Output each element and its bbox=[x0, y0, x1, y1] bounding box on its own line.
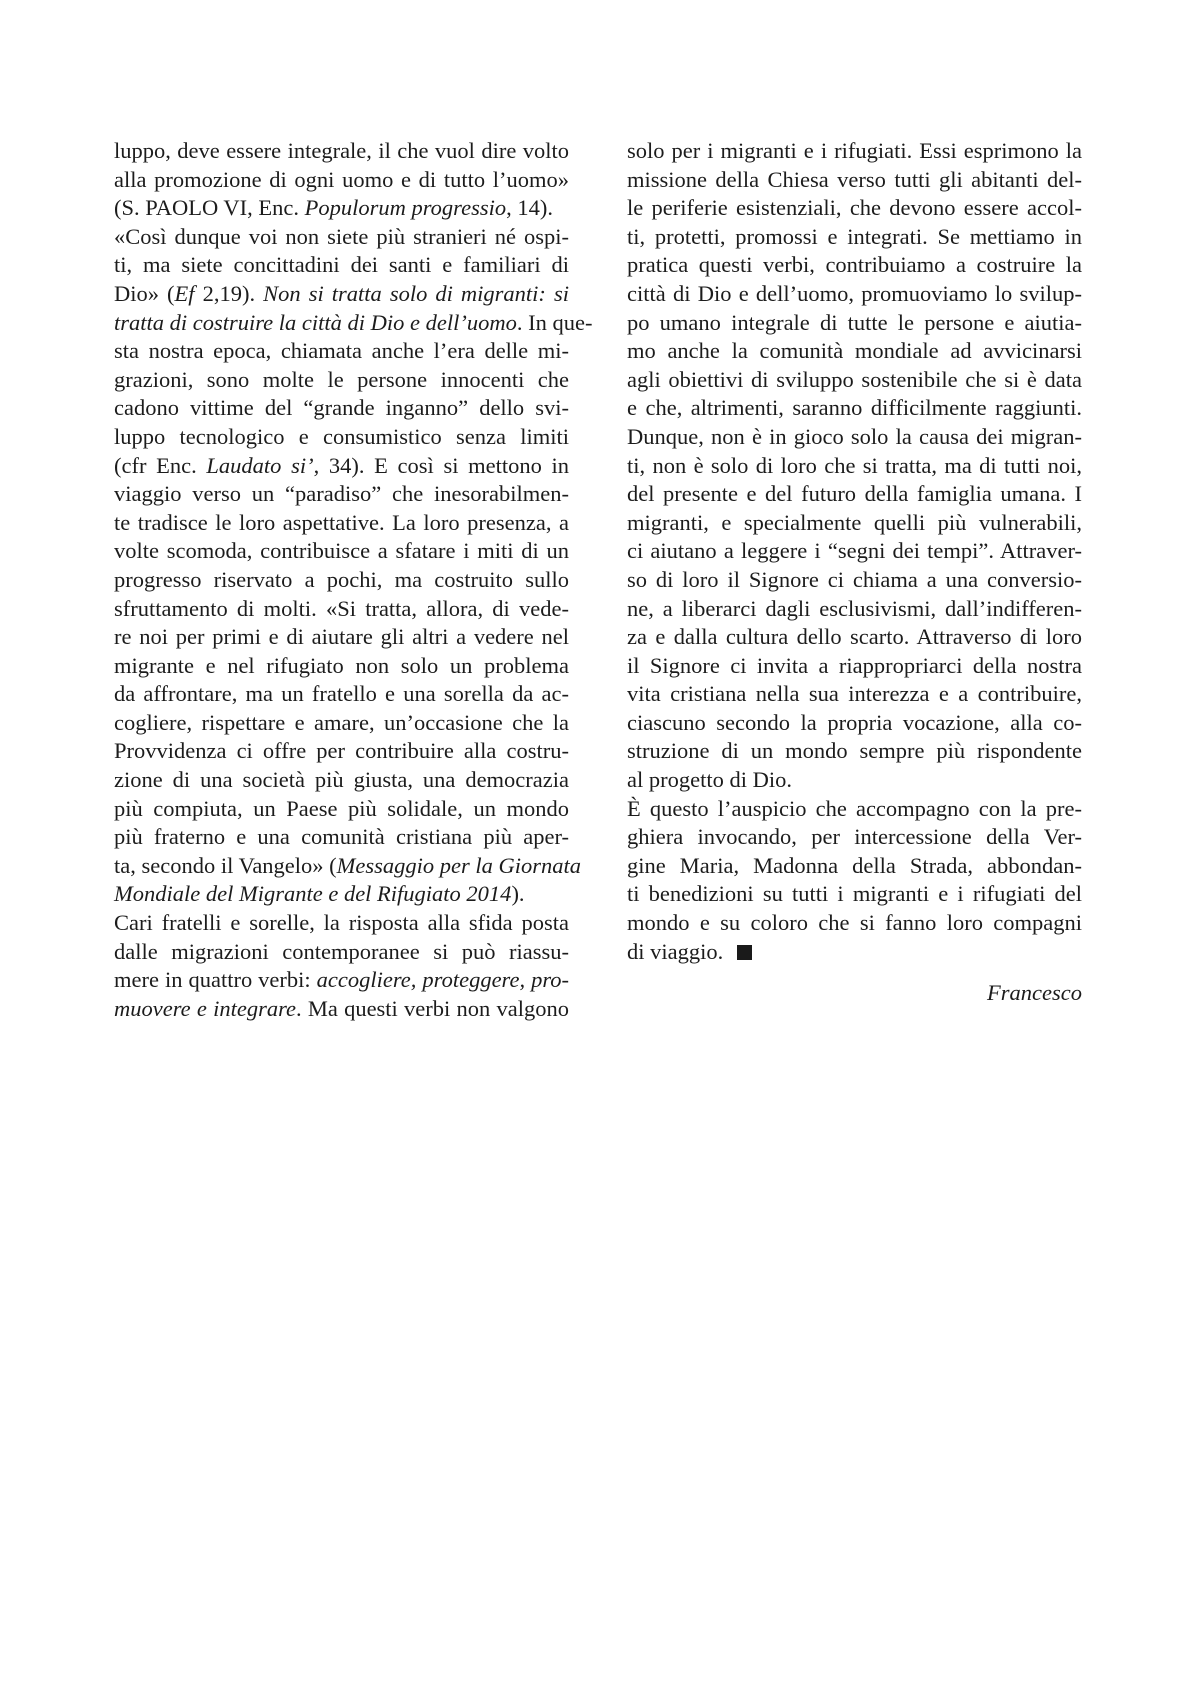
text-segment: più fraterno e una comunità cristiana più aper- bbox=[114, 824, 569, 850]
italic-text: muovere e integrare bbox=[114, 995, 296, 1021]
text-segment: migranti, e specialmente quelli più vulnerabili, bbox=[627, 509, 1082, 535]
text-segment: so di loro il Signore ci chiama a una conversio- bbox=[627, 566, 1082, 592]
text-line bbox=[114, 995, 569, 1024]
text-line bbox=[114, 595, 569, 624]
text-line bbox=[627, 309, 1082, 338]
text-segment: (S. PAOLO VI, Enc. bbox=[114, 195, 305, 221]
text-line bbox=[114, 795, 569, 824]
text-segment: progresso riservato a pochi, ma costruito sullo bbox=[114, 566, 569, 592]
text-segment: ). bbox=[511, 881, 525, 907]
text-line bbox=[627, 823, 1082, 852]
text-segment: cadono vittime del “grande inganno” dello svi- bbox=[114, 395, 569, 421]
text-line bbox=[114, 480, 569, 509]
text-line bbox=[114, 766, 569, 795]
text-line bbox=[627, 737, 1082, 766]
text-line bbox=[114, 966, 569, 995]
text-segment: ciascuno secondo la propria vocazione, alla co- bbox=[627, 709, 1082, 735]
text-line bbox=[627, 423, 1082, 452]
italic-text: Ef bbox=[174, 280, 195, 306]
italic-text: Messaggio per la Giornata bbox=[336, 852, 582, 878]
italic-text: Laudato si’ bbox=[206, 452, 314, 478]
text-segment: sfruttamento di molti. «Si tratta, allora, di vede- bbox=[114, 595, 569, 621]
text-line bbox=[114, 880, 569, 909]
text-line bbox=[114, 737, 569, 766]
text-segment: po umano integrale di tutte le persone e aiutia- bbox=[627, 309, 1082, 335]
text-segment: ti, protetti, promossi e integrati. Se mettiamo in bbox=[627, 223, 1082, 249]
text-line bbox=[114, 137, 569, 166]
text-segment: più compiuta, un Paese più solidale, un mondo bbox=[114, 795, 569, 821]
left-text-column bbox=[114, 137, 593, 1023]
text-line bbox=[114, 337, 569, 366]
text-segment: ne, a liberarci dagli esclusivismi, dall’indifferen- bbox=[627, 595, 1082, 621]
text-segment: Provvidenza ci offre per contribuire alla costru- bbox=[114, 738, 569, 764]
text-line bbox=[114, 709, 569, 738]
italic-text: Non si tratta solo di migranti: si bbox=[263, 280, 569, 306]
text-segment: za e dalla cultura dello scarto. Attraverso di loro bbox=[627, 624, 1082, 650]
text-line bbox=[114, 652, 569, 681]
text-segment: 2,19). bbox=[194, 280, 264, 306]
text-line bbox=[114, 423, 569, 452]
text-segment: di viaggio. bbox=[627, 938, 724, 964]
text-segment: agli obiettivi di sviluppo sostenibile che si è data bbox=[627, 366, 1082, 392]
text-segment: pratica questi verbi, contribuiamo a costruire la bbox=[627, 252, 1082, 278]
signature: Francesco bbox=[987, 980, 1082, 1005]
right-text-column bbox=[627, 137, 1082, 966]
text-line bbox=[114, 938, 569, 967]
text-line bbox=[627, 166, 1082, 195]
text-line bbox=[627, 652, 1082, 681]
italic-text: accogliere, proteggere, pro- bbox=[316, 967, 569, 993]
text-segment: volte scomoda, contribuisce a sfatare i miti di un bbox=[114, 538, 569, 564]
text-line bbox=[114, 280, 569, 309]
text-segment: mo anche la comunità mondiale ad avvicinarsi bbox=[627, 338, 1082, 364]
text-segment: vita cristiana nella sua interezza e a contribuire, bbox=[627, 681, 1082, 707]
text-segment: ta, secondo il Vangelo» ( bbox=[114, 852, 337, 878]
text-segment: , 34). E così si mettono in bbox=[313, 452, 570, 478]
text-segment: Dunque, non è in gioco solo la causa dei migran- bbox=[627, 423, 1082, 449]
text-line bbox=[627, 337, 1082, 366]
text-line bbox=[627, 623, 1082, 652]
text-line bbox=[114, 251, 569, 280]
text-line bbox=[627, 909, 1082, 938]
italic-text: Populorum progressio bbox=[304, 195, 507, 221]
text-line bbox=[627, 223, 1082, 252]
text-segment: grazioni, sono molte le persone innocenti che bbox=[114, 366, 569, 392]
text-line bbox=[114, 509, 569, 538]
text-segment: te tradisce le loro aspettative. La loro presenza, a bbox=[114, 509, 569, 535]
text-segment: e che, altrimenti, saranno difficilmente raggiunti. bbox=[627, 395, 1082, 421]
text-segment: dalle migrazioni contemporanee si può riassu- bbox=[114, 938, 569, 964]
text-line bbox=[114, 566, 569, 595]
text-segment: mere in quattro verbi: bbox=[114, 967, 317, 993]
text-segment: . In que- bbox=[516, 309, 593, 335]
italic-text: tratta di costruire la città di Dio e dell’uomo bbox=[114, 309, 517, 335]
text-segment: solo per i migranti e i rifugiati. Essi esprimono la bbox=[627, 138, 1082, 163]
text-segment: ti, ma siete concittadini dei santi e familiari di bbox=[114, 252, 569, 278]
italic-text: Mondiale del Migrante e del Rifugiato 2014 bbox=[114, 881, 512, 907]
text-line bbox=[114, 309, 593, 338]
text-segment: È questo l’auspicio che accompagno con la pre- bbox=[627, 795, 1082, 821]
text-segment: ti benedizioni su tutti i migranti e i rifugiati del bbox=[627, 881, 1082, 907]
text-line bbox=[627, 452, 1082, 481]
end-of-article-square-icon bbox=[737, 945, 752, 960]
text-segment: del presente e del futuro della famiglia umana. I bbox=[627, 481, 1082, 507]
text-line bbox=[627, 880, 1082, 909]
text-line bbox=[114, 909, 569, 938]
text-line bbox=[114, 852, 582, 881]
text-line bbox=[627, 394, 1082, 423]
text-segment: zione di una società più giusta, una democrazia bbox=[114, 767, 569, 793]
text-line bbox=[627, 938, 1082, 967]
text-segment: viaggio verso un “paradiso” che inesorabilmen- bbox=[114, 481, 569, 507]
text-line bbox=[627, 852, 1082, 881]
text-segment: , 14). bbox=[506, 195, 553, 221]
text-line bbox=[627, 366, 1082, 395]
text-line bbox=[114, 623, 569, 652]
text-segment: «Così dunque voi non siete più stranieri né ospi- bbox=[114, 223, 569, 249]
text-segment: gine Maria, Madonna della Strada, abbondan- bbox=[627, 852, 1082, 878]
text-line bbox=[627, 595, 1082, 624]
text-line bbox=[114, 823, 569, 852]
text-segment: da affrontare, ma un fratello e una sorella da ac- bbox=[114, 681, 569, 707]
text-line bbox=[114, 223, 569, 252]
text-line bbox=[627, 766, 1082, 795]
text-line bbox=[114, 366, 569, 395]
text-line bbox=[627, 680, 1082, 709]
text-segment: il Signore ci invita a riappropriarci della nostra bbox=[627, 652, 1082, 678]
text-line bbox=[114, 166, 569, 195]
text-line bbox=[627, 795, 1082, 824]
text-segment: ghiera invocando, per intercessione della Ver- bbox=[627, 824, 1082, 850]
text-segment: . Ma questi verbi non valgono bbox=[295, 995, 569, 1021]
text-line bbox=[627, 280, 1082, 309]
text-segment: ti, non è solo di loro che si tratta, ma di tutti noi, bbox=[627, 452, 1082, 478]
text-segment: mondo e su coloro che si fanno loro compagni bbox=[627, 910, 1082, 936]
text-segment: al progetto di Dio. bbox=[627, 767, 792, 793]
text-segment: cogliere, rispettare e amare, un’occasione che la bbox=[114, 709, 569, 735]
text-line bbox=[114, 680, 569, 709]
text-segment: luppo tecnologico e consumistico senza limiti bbox=[114, 423, 569, 449]
text-segment: migrante e nel rifugiato non solo un problema bbox=[114, 652, 569, 678]
text-segment: ci aiutano a leggere i “segni dei tempi”. Attraver- bbox=[627, 538, 1082, 564]
text-segment: (cfr Enc. bbox=[114, 452, 207, 478]
text-segment: città di Dio e dell’uomo, promuoviamo lo svilup- bbox=[627, 280, 1082, 306]
text-line bbox=[627, 137, 1082, 166]
text-segment: le periferie esistenziali, che devono essere accol- bbox=[627, 195, 1082, 221]
text-line bbox=[114, 194, 569, 223]
text-line bbox=[114, 394, 569, 423]
text-line bbox=[627, 566, 1082, 595]
text-line bbox=[627, 537, 1082, 566]
text-segment: luppo, deve essere integrale, il che vuol dire volto bbox=[114, 138, 569, 163]
text-line bbox=[627, 709, 1082, 738]
text-segment: Cari fratelli e sorelle, la risposta alla sfida posta bbox=[114, 910, 569, 936]
text-segment: alla promozione di ogni uomo e di tutto l’uomo» bbox=[114, 166, 569, 192]
text-segment: missione della Chiesa verso tutti gli abitanti del- bbox=[627, 166, 1082, 192]
text-line bbox=[114, 452, 569, 481]
text-line bbox=[627, 194, 1082, 223]
text-segment: sta nostra epoca, chiamata anche l’era delle mi- bbox=[114, 338, 569, 364]
text-segment: struzione di un mondo sempre più rispondente bbox=[627, 738, 1082, 764]
text-line bbox=[114, 537, 569, 566]
text-line bbox=[627, 480, 1082, 509]
text-line bbox=[627, 251, 1082, 280]
text-segment: re noi per primi e di aiutare gli altri a vedere nel bbox=[114, 624, 569, 650]
text-segment: Dio» ( bbox=[114, 280, 175, 306]
text-line bbox=[627, 509, 1082, 538]
